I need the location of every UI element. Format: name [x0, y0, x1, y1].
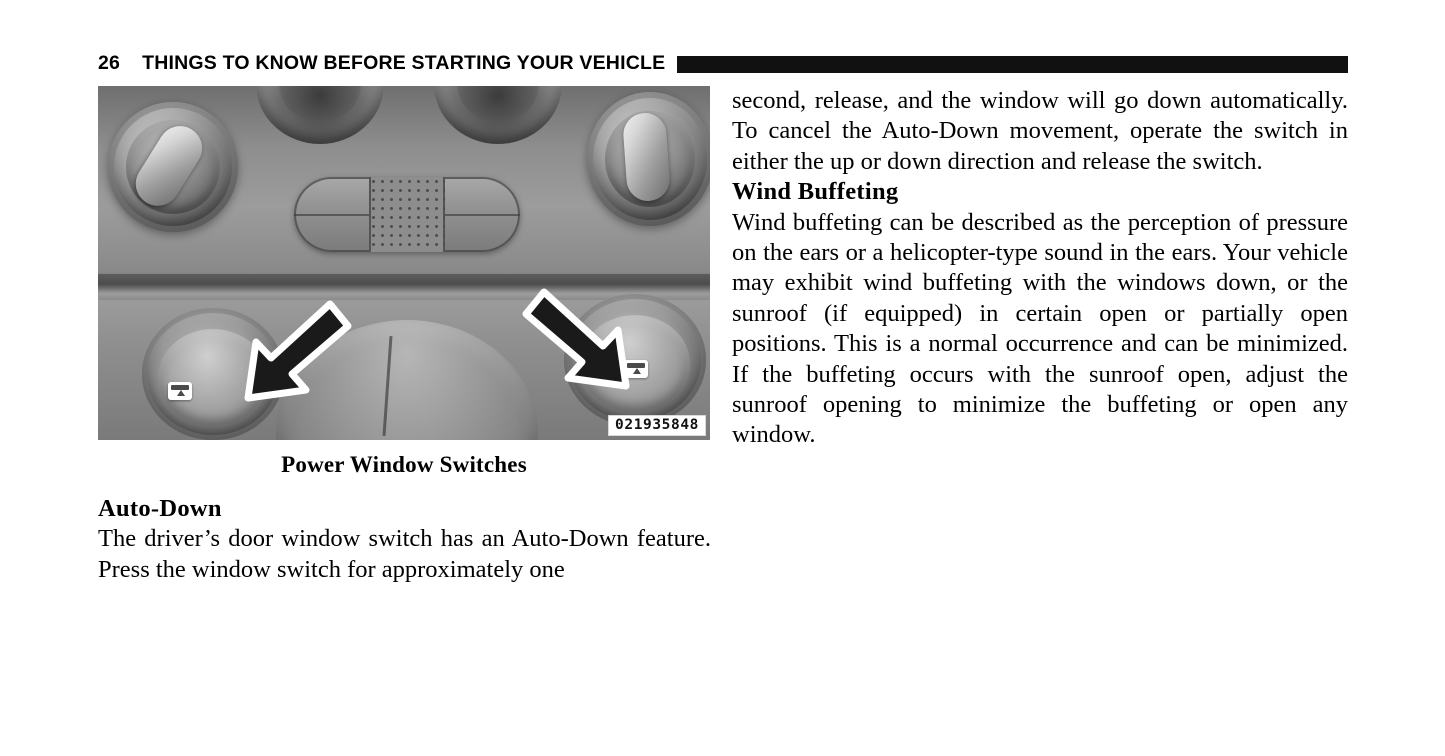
heading-wind-buffeting: Wind Buffeting: [732, 178, 899, 206]
climate-knob-left: [108, 102, 238, 232]
heading-auto-down: Auto-Down: [98, 495, 222, 522]
center-grille: [294, 177, 520, 252]
climate-knob-right: [587, 92, 710, 226]
paragraph-auto-down-continued: second, release, and the window will go down automatically. To cancel the Auto-Down movement, operate the switch in either the up or down direction and release the switch.: [732, 87, 1348, 175]
grille-mesh: [369, 177, 446, 252]
left-window-switch-arrow: [214, 298, 354, 413]
figure-image: [98, 86, 710, 440]
paragraph-wind-buffeting: Wind buffeting can be described as the perception of pressure on the ears or a helicopter-type sound in the ears. Your vehicle may exhibit wind buffeting with the windows down, or the sunroof (if equipped) in certain open or partially open positions. This is a normal occurrence and can be minimized. If the buffeting occurs with the sunroof open, adjust the sunroof opening to minimize the buffeting or open any window.: [732, 208, 1348, 449]
page-header: [98, 50, 1348, 78]
header-title: THINGS TO KNOW BEFORE STARTING YOUR VEHICLE: [142, 52, 666, 75]
window-down-icon-left: [168, 382, 192, 400]
left-column: [98, 494, 711, 585]
header-rule: [677, 56, 1348, 73]
right-window-switch-arrow: [522, 286, 662, 401]
page-number: 26: [98, 52, 121, 75]
paragraph-auto-down: The driver’s door window switch has an Auto-Down feature. Press the window switch for approximately one: [98, 525, 711, 583]
figure-power-window-switches: [98, 86, 710, 478]
right-column: [732, 86, 1348, 451]
figure-image-id: 021935848: [608, 415, 706, 436]
figure-caption: Power Window Switches: [281, 452, 527, 477]
